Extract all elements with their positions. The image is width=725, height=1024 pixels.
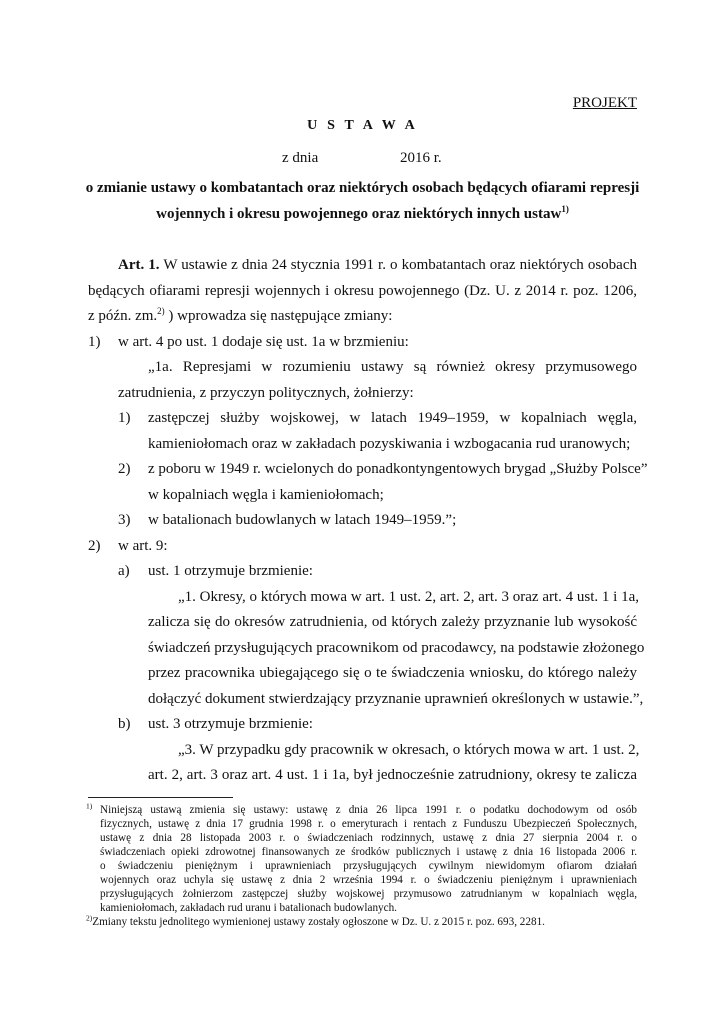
footnote-2 [86, 913, 545, 929]
art1-line-2: będących ofiarami represji wojennych i okresu powojennego (Dz. U. z 2014 r. poz. 1206, [88, 283, 637, 299]
footnote-1-line-4: świadczeniach opieki zdrowotnej finansowanych ze środków publicznych i ustawę z dnia 16 listopada 2006 r. [100, 846, 637, 858]
point1-quote-line-1: „1a. Represjami w rozumieniu ustawy są również okresy przymusowego [148, 359, 637, 375]
footnote-1-mark-sup: 1) [86, 801, 93, 811]
footnote-2-mark: 2) [86, 913, 93, 923]
date-prefix: z dnia [282, 150, 319, 166]
point1-item-2-number: 2) [118, 461, 131, 477]
point2-a-line-2: zalicza się do okresów zatrudnienia, od których zależy przyznanie lub wysokość [148, 614, 637, 630]
point1-item-1-line-1: zastępczej służby wojskowej, w latach 1949–1959, w kopalniach węgla, [148, 410, 637, 426]
footnote-1-line-3: ustawę z dnia 28 listopada 2003 r. o świadczeniach rodzinnych, ustawę z dnia 27 sierpnia 2004 r. o [100, 832, 637, 844]
title-line-1: o zmianie ustawy o kombatantach oraz niektórych osobach będących ofiarami represji [85, 180, 640, 196]
footnote-separator [88, 797, 233, 798]
footnote-1-line-8: kamieniołomach, zakładach rud uranu i batalionach budowlanych. [100, 902, 397, 914]
point2-b-intro: ust. 3 otrzymuje brzmienie: [148, 716, 313, 732]
art1-line-3-b: ) wprowadza się następujące zmiany: [164, 308, 393, 324]
point2-a-intro: ust. 1 otrzymuje brzmienie: [148, 563, 313, 579]
point1-item-2-line-2: w kopalniach węgla i kamieniołomach; [148, 487, 384, 503]
footnote-ref-2: 2) [157, 306, 165, 316]
projekt-label: PROJEKT [572, 95, 637, 111]
point1-quote-line-2: zatrudnienia, z przyczyn politycznych, żołnierzy: [118, 385, 414, 401]
point2-a-letter: a) [118, 563, 130, 579]
point2-a-line-3: świadczeń przysługujących pracownikom od pracodawcy, na podstawie złożonego [148, 640, 645, 656]
point2-b-line-2: art. 2, art. 3 oraz art. 4 ust. 1 i 1a, był jednocześnie zatrudniony, okresy te zalicza [148, 767, 637, 783]
art1-line-1 [118, 257, 637, 273]
title-line-2 [60, 206, 665, 223]
footnote-1-line-1: Niniejszą ustawą zmienia się ustawy: ustawę z dnia 26 lipca 1991 r. o podatku dochodowym od osób [100, 804, 637, 816]
point1-item-3-line-1: w batalionach budowlanych w latach 1949–1959.”; [148, 512, 457, 528]
point1-number: 1) [88, 334, 101, 350]
point1-item-3-number: 3) [118, 512, 131, 528]
art1-line-3 [88, 308, 392, 324]
footnote-1-line-6: wojennych oraz uchyla się ustawę z dnia 2 września 1994 r. o świadczeniu pieniężnym i uprawnieniach [100, 874, 637, 886]
point2-a-line-1: „1. Okresy, o których mowa w art. 1 ust. 2, art. 2, art. 3 oraz art. 4 ust. 1 i 1a, [178, 589, 639, 605]
point2-a-line-4: przez pracownika ubiegającego się o te świadczenia wniosku, do którego należy [148, 665, 637, 681]
footnote-1-line-2: fizycznych, ustawę z dnia 17 grudnia 1998 r. o emeryturach i rentach z Funduszu Ubezpieczeń Społecznych, [100, 818, 637, 830]
title-line-2-text: wojennych i okresu powojennego oraz niektórych innych ustaw [156, 206, 562, 222]
footnote-2-text: Zmiany tekstu jednolitego wymienionej ustawy zostały ogłoszone w Dz. U. z 2015 r. poz. 693, 2281. [92, 916, 545, 928]
art1-label: Art. 1. [118, 257, 160, 273]
point2-b-letter: b) [118, 716, 131, 732]
document-type-heading: U S T A W A [307, 118, 418, 133]
point1-intro: w art. 4 po ust. 1 dodaje się ust. 1a w brzmieniu: [118, 334, 409, 350]
point2-intro: w art. 9: [118, 538, 168, 554]
footnote-1-line-7: przysługujących żołnierzom zastępczej służby wojskowej przymusowo zatrudnianym w kopalniach węgla, [100, 888, 637, 900]
art1-line-1-text: W ustawie z dnia 24 stycznia 1991 r. o kombatantach oraz niektórych osobach [163, 257, 637, 273]
point1-item-1-line-2: kamieniołomach oraz w zakładach pozyskiwania i wzbogacania rud uranowych; [148, 436, 631, 452]
title-footnote-mark: 1) [561, 204, 569, 214]
point1-item-2-line-1: z poboru w 1949 r. wcielonych do ponadkontyngentowych brygad „Służby Polsce” [148, 461, 648, 477]
point2-b-line-1: „3. W przypadku gdy pracownik w okresach, o których mowa w art. 1 ust. 2, [178, 742, 640, 758]
date-year: 2016 r. [400, 150, 442, 166]
point2-a-line-5: dołączyć dokument stwierdzający przyznanie uprawnień określonych w ustawie.”, [148, 691, 644, 707]
art1-line-3-a: z późn. zm. [88, 308, 158, 324]
point1-item-1-number: 1) [118, 410, 131, 426]
footnote-1-line-5: o świadczeniu pieniężnym i uprawnieniach przysługujących cywilnym niewidomym ofiarom działań [100, 860, 637, 872]
point2-number: 2) [88, 538, 101, 554]
footnote-1-mark [86, 801, 93, 817]
